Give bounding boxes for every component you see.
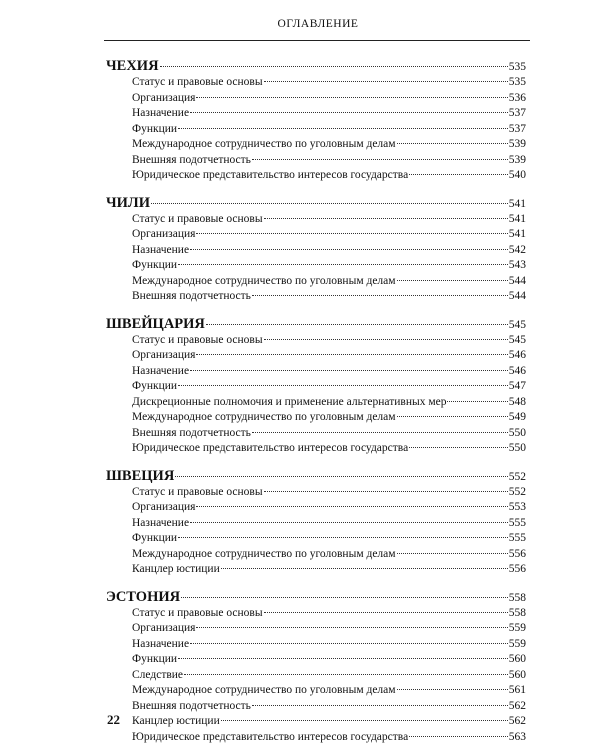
subentry-page-number: 542 (508, 243, 526, 256)
subentry-label: Статус и правовые основы (132, 212, 263, 225)
dot-leader (196, 627, 507, 628)
subentry-page-number: 544 (508, 274, 526, 287)
dot-leader (196, 97, 507, 98)
dot-leader (190, 249, 508, 250)
toc-subentry[interactable] (106, 547, 526, 563)
subentry-page-number: 544 (508, 290, 526, 302)
subentry-label: Следствие (132, 668, 184, 681)
subentry-page-number: 559 (508, 622, 526, 634)
subentry-page-number: 539 (508, 153, 526, 166)
country-page-number: 535 (508, 61, 526, 73)
subentry-label: Внешняя подотчетность (132, 426, 251, 439)
subentry-page-number: 536 (508, 91, 526, 104)
subentry-page-number: 560 (508, 668, 526, 681)
subentry-page-number: 540 (508, 169, 526, 181)
toc-subentry[interactable] (106, 212, 526, 228)
dot-leader (264, 339, 508, 340)
dot-leader (160, 66, 508, 67)
toc-subentry[interactable] (106, 274, 526, 290)
dot-leader (190, 522, 508, 523)
dot-leader (409, 174, 508, 175)
dot-leader (190, 370, 508, 371)
subentry-page-number: 541 (508, 228, 526, 240)
toc-country-entry[interactable] (106, 194, 526, 212)
subentry-label: Статус и правовые основы (132, 76, 263, 88)
subentry-label: Организация (132, 622, 196, 634)
subentry-label: Назначение (132, 107, 190, 119)
subentry-page-number: 549 (508, 411, 526, 423)
table-of-contents (106, 57, 526, 745)
subentry-label: Организация (132, 349, 196, 361)
subentry-label: Функции (132, 380, 178, 392)
subentry-label: Функции (132, 259, 178, 271)
toc-subentry[interactable] (106, 562, 526, 578)
toc-subentry[interactable] (106, 606, 526, 622)
toc-subentry[interactable] (106, 668, 526, 684)
toc-subentry[interactable] (106, 730, 526, 746)
subentry-page-number: 537 (508, 122, 526, 135)
subentry-label: Организация (132, 228, 196, 240)
subentry-label: Юридическое представительство интересов государства (132, 730, 409, 743)
dot-leader (151, 203, 508, 204)
dot-leader (397, 143, 508, 144)
toc-subentry[interactable] (106, 75, 526, 91)
subentry-page-number: 547 (508, 380, 526, 392)
toc-subentry[interactable] (106, 683, 526, 699)
country-title: ЧИЛИ (106, 194, 151, 211)
subentry-label: Назначение (132, 364, 190, 377)
toc-subentry[interactable] (106, 531, 526, 547)
subentry-page-number: 555 (508, 532, 526, 544)
toc-subentry[interactable] (106, 485, 526, 501)
subentry-label: Международное сотрудничество по уголовным делам (132, 547, 396, 560)
subentry-label: Международное сотрудничество по уголовным делам (132, 684, 396, 696)
dot-leader (409, 736, 508, 737)
subentry-page-number: 539 (508, 138, 526, 150)
subentry-page-number: 553 (508, 501, 526, 513)
subentry-label: Внешняя подотчетность (132, 699, 251, 712)
subentry-page-number: 535 (508, 76, 526, 88)
dot-leader (221, 720, 508, 721)
subentry-page-number: 546 (508, 364, 526, 377)
dot-leader (264, 491, 508, 492)
subentry-label: Международное сотрудничество по уголовным делам (132, 274, 396, 287)
subentry-label: Юридическое представительство интересов государства (132, 169, 409, 181)
dot-leader (178, 128, 508, 129)
dot-leader (252, 705, 508, 706)
toc-subentry[interactable] (106, 258, 526, 274)
subentry-label: Организация (132, 501, 196, 513)
country-page-number: 558 (508, 591, 526, 604)
toc-subentry[interactable] (106, 410, 526, 426)
toc-subentry[interactable] (106, 652, 526, 668)
dot-leader (409, 447, 508, 448)
toc-subentry[interactable] (106, 348, 526, 364)
toc-subentry[interactable] (106, 106, 526, 122)
subentry-label: Назначение (132, 637, 190, 650)
dot-leader (196, 354, 507, 355)
country-page-number: 541 (508, 197, 526, 210)
toc-subentry[interactable] (106, 168, 526, 184)
dot-leader (178, 658, 508, 659)
toc-section (106, 467, 526, 578)
subentry-label: Функции (132, 532, 178, 544)
country-title: ШВЕЙЦАРИЯ (106, 315, 205, 332)
toc-subentry[interactable] (106, 289, 526, 305)
country-title: ШВЕЦИЯ (106, 467, 175, 484)
subentry-page-number: 541 (508, 212, 526, 225)
country-page-number: 552 (508, 470, 526, 483)
toc-country-entry[interactable] (106, 57, 526, 75)
dot-leader (178, 264, 508, 265)
dot-leader (178, 537, 508, 538)
dot-leader (184, 674, 508, 675)
dot-leader (196, 506, 507, 507)
dot-leader (252, 159, 508, 160)
subentry-label: Назначение (132, 243, 190, 256)
toc-subentry[interactable] (106, 122, 526, 138)
toc-subentry[interactable] (106, 153, 526, 169)
subentry-label: Канцлер юстиции (132, 715, 220, 727)
subentry-page-number: 545 (508, 333, 526, 346)
page-number: 22 (107, 712, 120, 727)
subentry-page-number: 561 (508, 684, 526, 696)
toc-subentry[interactable] (106, 699, 526, 715)
subentry-label: Внешняя подотчетность (132, 290, 251, 302)
subentry-page-number: 562 (508, 715, 526, 727)
dot-leader (264, 612, 508, 613)
toc-section (106, 194, 526, 305)
toc-subentry[interactable] (106, 714, 526, 730)
header-rule (104, 40, 530, 41)
subentry-label: Статус и правовые основы (132, 485, 263, 498)
subentry-page-number: 558 (508, 606, 526, 619)
toc-country-entry[interactable] (106, 315, 526, 333)
subentry-page-number: 556 (508, 547, 526, 560)
toc-subentry[interactable] (106, 395, 526, 411)
subentry-page-number: 559 (508, 637, 526, 650)
dot-leader (221, 568, 508, 569)
subentry-page-number: 556 (508, 563, 526, 575)
subentry-label: Статус и правовые основы (132, 606, 263, 619)
subentry-label: Международное сотрудничество по уголовным делам (132, 138, 396, 150)
dot-leader (264, 218, 508, 219)
subentry-label: Функции (132, 122, 178, 135)
dot-leader (397, 280, 508, 281)
toc-subentry[interactable] (106, 441, 526, 457)
running-header: ОГЛАВЛЕНИЕ (277, 18, 359, 30)
subentry-page-number: 543 (508, 259, 526, 271)
subentry-page-number: 563 (508, 730, 526, 743)
dot-leader (397, 689, 508, 690)
toc-section (106, 588, 526, 746)
dot-leader (252, 432, 508, 433)
dot-leader (190, 112, 508, 113)
toc-subentry[interactable] (106, 621, 526, 637)
dot-leader (397, 553, 508, 554)
toc-subentry[interactable] (106, 379, 526, 395)
subentry-label: Юридическое представительство интересов государства (132, 442, 409, 454)
subentry-page-number: 548 (508, 395, 526, 408)
dot-leader (196, 233, 507, 234)
toc-subentry[interactable] (106, 364, 526, 380)
subentry-page-number: 560 (508, 653, 526, 665)
country-title: ЭСТОНИЯ (106, 588, 181, 605)
subentry-label: Статус и правовые основы (132, 333, 263, 346)
subentry-label: Назначение (132, 516, 190, 529)
subentry-page-number: 537 (508, 107, 526, 119)
toc-subentry[interactable] (106, 243, 526, 259)
toc-subentry[interactable] (106, 333, 526, 349)
dot-leader (447, 401, 507, 402)
dot-leader (178, 385, 508, 386)
dot-leader (181, 597, 508, 598)
country-title: ЧЕХИЯ (106, 58, 159, 74)
toc-subentry[interactable] (106, 227, 526, 243)
subentry-label: Международное сотрудничество по уголовным делам (132, 411, 396, 423)
subentry-page-number: 550 (508, 426, 526, 439)
subentry-page-number: 555 (508, 516, 526, 529)
subentry-label: Канцлер юстиции (132, 563, 220, 575)
subentry-page-number: 552 (508, 485, 526, 498)
dot-leader (190, 643, 508, 644)
toc-subentry[interactable] (106, 426, 526, 442)
dot-leader (175, 476, 507, 477)
subentry-label: Организация (132, 91, 196, 104)
toc-subentry[interactable] (106, 516, 526, 532)
dot-leader (397, 416, 508, 417)
subentry-label: Дискреционные полномочия и применение альтернативных мер (132, 395, 447, 408)
toc-subentry[interactable] (106, 91, 526, 107)
subentry-page-number: 550 (508, 442, 526, 454)
subentry-label: Функции (132, 653, 178, 665)
toc-subentry[interactable] (106, 137, 526, 153)
dot-leader (206, 324, 508, 325)
subentry-page-number: 546 (508, 349, 526, 361)
dot-leader (264, 81, 508, 82)
toc-section (106, 315, 526, 457)
country-page-number: 545 (508, 318, 526, 331)
subentry-page-number: 562 (508, 699, 526, 712)
toc-country-entry[interactable] (106, 467, 526, 485)
toc-subentry[interactable] (106, 500, 526, 516)
toc-country-entry[interactable] (106, 588, 526, 606)
toc-subentry[interactable] (106, 637, 526, 653)
dot-leader (252, 295, 508, 296)
subentry-label: Внешняя подотчетность (132, 153, 251, 166)
toc-section (106, 57, 526, 184)
